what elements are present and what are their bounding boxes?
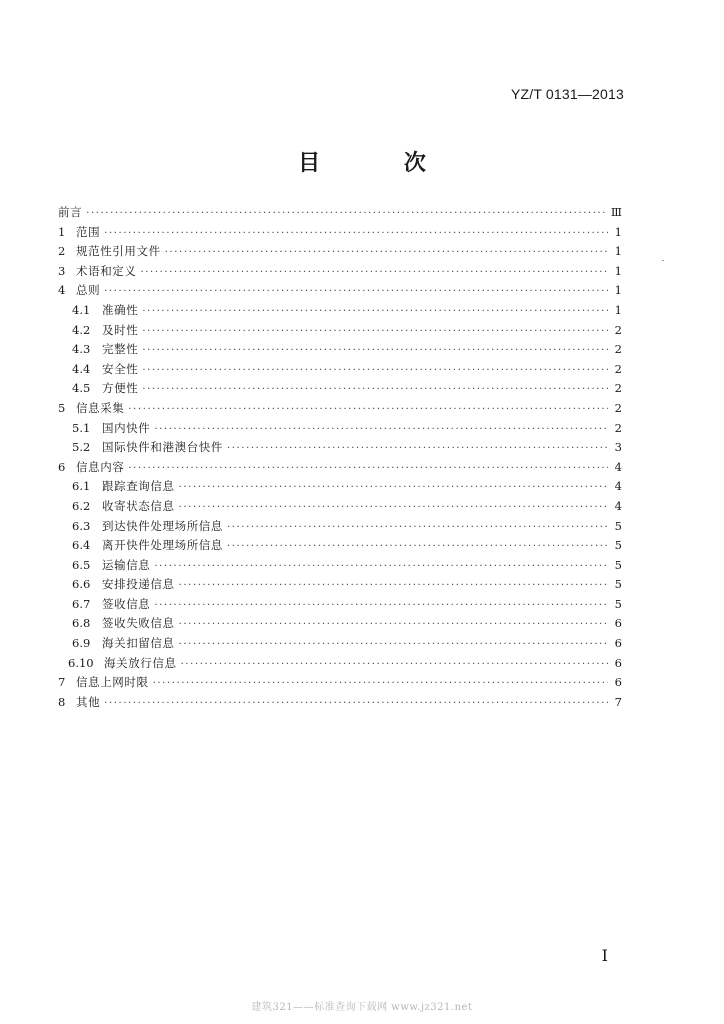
toc-entry-number: 5.1 xyxy=(72,420,91,435)
toc-entry-number: 4.3 xyxy=(72,342,91,357)
toc-entry-label: 国际快件和港澳台快件 xyxy=(102,440,223,455)
toc-entry-label: 术语和定义 xyxy=(76,263,137,278)
toc-entry[interactable] xyxy=(58,497,622,517)
toc-entry-label: 范围 xyxy=(76,224,101,239)
toc-entry-page: 5 xyxy=(614,518,622,533)
toc-entry[interactable] xyxy=(58,242,622,262)
toc-entry-label: 国内快件 xyxy=(102,420,151,435)
dot-leader xyxy=(227,439,608,459)
toc-entry-number: 6.5 xyxy=(72,557,91,572)
toc-entry-label: 安全性 xyxy=(102,361,139,376)
toc-entry-page: 5 xyxy=(614,596,622,611)
dot-leader xyxy=(142,361,608,381)
toc-entry-page: 3 xyxy=(614,440,622,455)
dot-leader xyxy=(142,380,608,400)
toc-entry-page: 2 xyxy=(614,381,622,396)
toc-entry-label: 跟踪查询信息 xyxy=(102,479,175,494)
toc-entry-label: 规范性引用文件 xyxy=(76,244,161,259)
toc-entry-number: 5 xyxy=(58,400,66,415)
toc-entry-label: 前言 xyxy=(58,205,83,219)
toc-entry-label: 签收信息 xyxy=(102,596,151,611)
toc-entry[interactable] xyxy=(58,673,622,693)
page-number: I xyxy=(601,946,608,965)
toc-entry-page: 5 xyxy=(614,557,622,572)
toc-entry-page: 2 xyxy=(614,361,622,376)
dot-leader xyxy=(179,478,608,498)
toc-entry-number: 2 xyxy=(58,244,66,259)
toc-entry-number: 6.7 xyxy=(72,596,91,611)
toc-entry-label: 离开快件处理场所信息 xyxy=(102,538,223,553)
toc-entry-page: 1 xyxy=(614,244,622,259)
toc-entry-number: 1 xyxy=(58,224,66,239)
toc-entry-page: 6 xyxy=(614,636,622,651)
toc-entry-label: 安排投递信息 xyxy=(102,577,175,592)
scan-speck xyxy=(662,260,664,261)
toc-entry-number: 4.5 xyxy=(72,381,91,396)
toc-title: 目 次 xyxy=(298,151,464,176)
toc-entry-page: 7 xyxy=(614,694,622,709)
toc-entry-label: 其他 xyxy=(76,694,101,709)
toc-entry[interactable] xyxy=(58,517,622,537)
toc-entry-page: 6 xyxy=(614,655,622,670)
toc-entry[interactable] xyxy=(58,379,622,399)
toc-entry-number: 4.1 xyxy=(72,302,91,317)
toc-entry-label: 信息内容 xyxy=(76,459,125,474)
toc-entry-number: 6 xyxy=(58,459,66,474)
toc-entry-number: 6.8 xyxy=(72,616,91,631)
toc-entry-label: 海关放行信息 xyxy=(104,655,177,670)
toc-entry-label: 到达快件处理场所信息 xyxy=(102,518,223,533)
toc-entry[interactable] xyxy=(58,654,622,674)
dot-leader xyxy=(179,615,608,635)
toc-entry[interactable] xyxy=(58,419,622,439)
dot-leader xyxy=(128,400,608,420)
toc-entry-page: 1 xyxy=(614,283,622,298)
dot-leader xyxy=(181,655,608,675)
dot-leader xyxy=(86,204,607,224)
toc-entry[interactable] xyxy=(58,321,622,341)
dot-leader xyxy=(227,537,608,557)
dot-leader xyxy=(154,557,608,577)
toc-entry-number: 6.1 xyxy=(72,479,91,494)
dot-leader xyxy=(227,518,608,538)
dot-leader xyxy=(154,596,608,616)
dot-leader xyxy=(154,420,608,440)
toc-entry[interactable] xyxy=(58,399,622,419)
toc-entry[interactable] xyxy=(58,536,622,556)
toc-entry-page: 1 xyxy=(614,302,622,317)
watermark: 建筑321——标准查询下载网 www.jz321.net xyxy=(251,1002,473,1013)
document-code: YZ/T 0131—2013 xyxy=(510,86,624,102)
toc-entry[interactable] xyxy=(58,575,622,595)
toc-entry-page: 2 xyxy=(614,322,622,337)
toc-entry[interactable] xyxy=(58,477,622,497)
toc-entry-page: 5 xyxy=(614,577,622,592)
dot-leader xyxy=(165,243,608,263)
toc-entry-number: 6.6 xyxy=(72,577,91,592)
toc-entry-page: 2 xyxy=(614,400,622,415)
dot-leader xyxy=(142,302,608,322)
dot-leader xyxy=(104,694,608,714)
toc-entry-number: 3 xyxy=(58,263,66,278)
toc-entry[interactable] xyxy=(58,301,622,321)
dot-leader xyxy=(179,635,608,655)
dot-leader xyxy=(141,263,609,283)
toc-entry-page: 2 xyxy=(614,420,622,435)
toc-entry[interactable] xyxy=(58,556,622,576)
table-of-contents xyxy=(58,203,622,712)
toc-entry-number: 6.2 xyxy=(72,498,91,513)
toc-entry[interactable] xyxy=(58,458,622,478)
toc-entry-page: 6 xyxy=(614,675,622,690)
toc-entry-number: 4.2 xyxy=(72,322,91,337)
toc-entry-label: 及时性 xyxy=(102,322,139,337)
dot-leader xyxy=(179,498,608,518)
toc-entry-page: 2 xyxy=(614,342,622,357)
toc-entry-page: 1 xyxy=(614,224,622,239)
toc-entry[interactable] xyxy=(58,595,622,615)
toc-entry-page: 6 xyxy=(614,616,622,631)
toc-entry[interactable] xyxy=(58,693,622,713)
toc-entry-number: 6.3 xyxy=(72,518,91,533)
toc-entry-page: Ⅲ xyxy=(610,205,622,219)
toc-entry-number: 6.10 xyxy=(68,655,94,670)
toc-entry[interactable] xyxy=(58,281,622,301)
toc-entry-label: 海关扣留信息 xyxy=(102,636,175,651)
toc-entry-label: 信息上网时限 xyxy=(76,675,149,690)
toc-entry-label: 运输信息 xyxy=(102,557,151,572)
toc-entry-label: 收寄状态信息 xyxy=(102,498,175,513)
toc-entry-number: 6.9 xyxy=(72,636,91,651)
toc-entry-number: 6.4 xyxy=(72,538,91,553)
dot-leader xyxy=(179,576,608,596)
toc-entry-number: 7 xyxy=(58,675,66,690)
toc-entry-number: 5.2 xyxy=(72,440,91,455)
toc-entry-number: 4 xyxy=(58,283,66,298)
toc-entry-page: 4 xyxy=(614,479,622,494)
toc-entry[interactable] xyxy=(58,634,622,654)
toc-entry-label: 方便性 xyxy=(102,381,139,396)
toc-entry[interactable] xyxy=(58,223,622,243)
toc-entry[interactable] xyxy=(58,340,622,360)
dot-leader xyxy=(104,224,608,244)
toc-entry-label: 签收失败信息 xyxy=(102,616,175,631)
toc-entry-page: 1 xyxy=(614,263,622,278)
dot-leader xyxy=(142,341,608,361)
toc-entry-label: 信息采集 xyxy=(76,400,125,415)
toc-entry-page: 4 xyxy=(614,459,622,474)
toc-entry-number: 8 xyxy=(58,694,66,709)
dot-leader xyxy=(128,459,608,479)
toc-entry[interactable] xyxy=(58,262,622,282)
toc-entry-label: 总则 xyxy=(76,283,101,298)
toc-entry-label: 准确性 xyxy=(102,302,139,317)
toc-entry[interactable] xyxy=(58,203,622,223)
toc-entry[interactable] xyxy=(58,614,622,634)
toc-entry[interactable] xyxy=(58,360,622,380)
dot-leader xyxy=(104,282,608,302)
dot-leader xyxy=(142,322,608,342)
toc-entry-number: 4.4 xyxy=(72,361,91,376)
toc-entry-page: 4 xyxy=(614,498,622,513)
dot-leader xyxy=(153,674,608,694)
toc-entry-page: 5 xyxy=(614,538,622,553)
toc-entry[interactable] xyxy=(58,438,622,458)
toc-entry-label: 完整性 xyxy=(102,342,139,357)
